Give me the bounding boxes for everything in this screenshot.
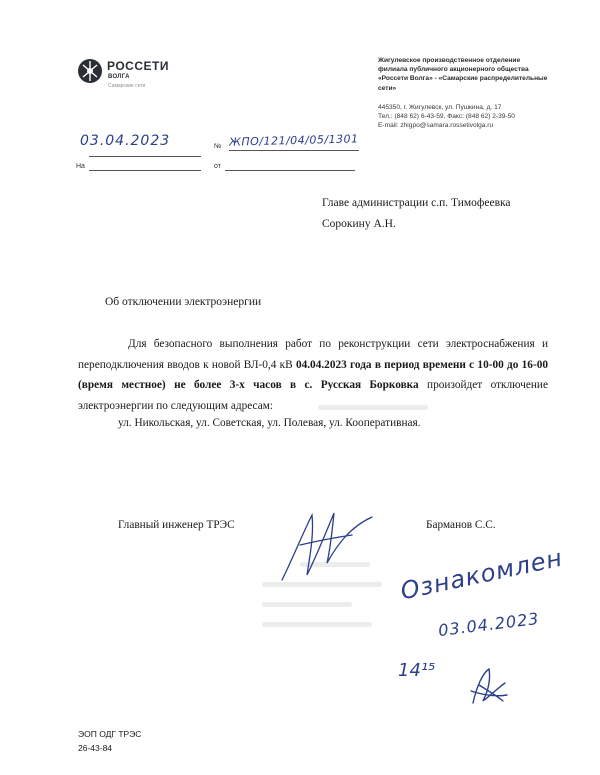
reference-na-label: На — [76, 163, 85, 170]
signatory-name: Барманов С.С. — [426, 519, 496, 531]
acknowledgement-date: 03.04.2023 — [437, 608, 541, 641]
rosseti-logo-icon — [77, 58, 103, 84]
body-text-bold: 04.04.2023 года в период времени с 10-00 до 16-00 (время местное) не более 3-х часов в с. Русская Борковка — [78, 358, 548, 391]
date-underline — [89, 156, 201, 157]
logo-region: ВОЛГА — [108, 74, 130, 80]
acknowledgement-time: 14¹⁵ — [398, 660, 436, 681]
bleed-through-mark — [262, 622, 372, 627]
logo-brand: РОССЕТИ — [107, 59, 169, 73]
acknowledgement-note: Ознакомлен — [398, 543, 566, 606]
organization-name: Жигулевское производственное отделение филиала публичного акционерного общества «Россети Волга» - «Самарские распределительные сети» — [378, 57, 548, 92]
addressee-title: Главе администрации с.п. Тимофеевка — [322, 197, 511, 209]
registration-number: ЖПО/121/04/05/1301 — [228, 132, 359, 149]
organization-contacts — [378, 103, 558, 131]
footer-department: ЭОП ОДГ ТРЭС — [78, 729, 142, 739]
footer-phone: 26-43-84 — [78, 743, 113, 753]
org-email: E-mail: zhigpo@samara.rossetivolga.ru — [378, 122, 494, 130]
registration-date: 03.04.2023 — [80, 133, 171, 149]
initials-signature-icon — [465, 665, 510, 707]
org-phones: Тел.: (848 62) 6-43-59, Факс: (848 62) 2-39-50 — [378, 113, 515, 121]
bleed-through-mark — [318, 405, 428, 410]
bleed-through-mark — [262, 602, 352, 607]
reference-ot-underline — [225, 170, 355, 171]
org-address: 445350, г. Жигулевск, ул. Пушкина, д. 17 — [378, 104, 502, 111]
body-text-2: произойдет отключение электроэнергии по следующим адресам: — [78, 379, 548, 412]
addressee-name: Сорокину А.Н. — [322, 218, 396, 230]
logo-subtitle: Самарские сети — [108, 83, 146, 89]
reference-na-underline — [89, 170, 201, 171]
number-underline — [229, 150, 359, 151]
letter-body — [78, 334, 548, 416]
street-list: ул. Никольская, ул. Советская, ул. Полевая, ул. Кооперативная. — [118, 417, 421, 429]
signatory-position: Главный инженер ТРЭС — [118, 519, 235, 531]
reference-ot-label: от — [214, 163, 221, 170]
body-text-1: Для безопасного выполнения работ по реконструкции сети электроснабжения и переподключения вводов к новой ВЛ-0,4 кВ — [78, 338, 548, 371]
letter-subject: Об отключении электроэнергии — [105, 296, 262, 308]
signature-icon — [272, 505, 382, 585]
number-label: № — [214, 143, 222, 150]
